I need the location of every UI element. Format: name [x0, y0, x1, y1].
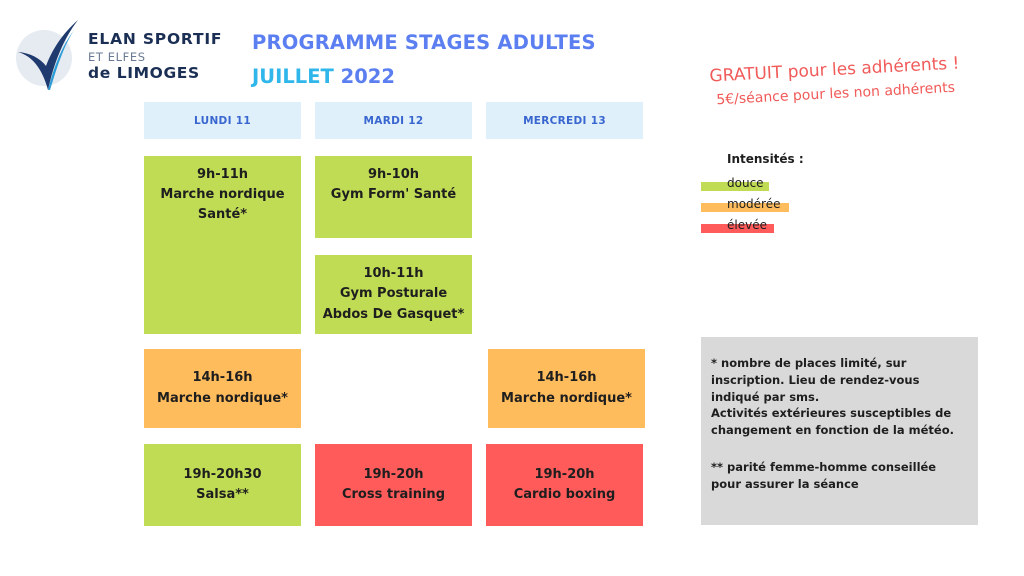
session-time: 19h-20h [534, 466, 595, 482]
pricing-banner [673, 52, 997, 111]
logo-text-line2: ET ELFES [88, 50, 146, 64]
session-card-monday-evening [144, 444, 301, 526]
session-card-wednesday-afternoon [488, 349, 645, 428]
note-line: indiqué par sms. [711, 389, 820, 404]
legend-label-moderee: modérée [727, 197, 781, 211]
session-time: 19h-20h [363, 466, 424, 482]
session-name: Cross training [341, 487, 445, 502]
title-month: JUILLET [252, 65, 334, 88]
note-line: changement en fonction de la météo. [711, 423, 954, 438]
session-name: Marche nordique* [157, 390, 288, 406]
session-card-tuesday-morning-2 [315, 255, 472, 334]
legend-title: Intensités : [727, 152, 804, 166]
page-subtitle [252, 65, 395, 88]
pricing-non-members: 5€/séance pour les non adhérents [715, 79, 956, 109]
session-card-wednesday-evening [486, 444, 643, 526]
session-name-cont: Santé* [197, 207, 248, 223]
note-line: ** parité femme-homme conseillée [711, 459, 937, 474]
session-time: 14h-16h [192, 370, 253, 386]
day-header-wednesday: MERCREDI 13 [486, 102, 643, 139]
session-name: Marche nordique* [501, 390, 632, 406]
notes-box [701, 337, 978, 525]
logo-text-line3: de LIMOGES [88, 64, 200, 82]
club-logo-icon [14, 16, 80, 92]
note-line: inscription. Lieu de rendez-vous [711, 372, 920, 387]
session-time: 9h-10h [367, 167, 420, 182]
session-name: Cardio boxing [513, 487, 616, 502]
session-card-monday-afternoon [144, 349, 301, 428]
session-name: Gym Posturale [339, 286, 448, 302]
note-line: pour assurer la séance [711, 476, 859, 491]
session-card-tuesday-morning-1 [315, 156, 472, 238]
page-title: PROGRAMME STAGES ADULTES [252, 31, 596, 54]
session-name: Marche nordique [160, 187, 285, 203]
title-year: 2022 [340, 65, 395, 88]
day-header-tuesday: MARDI 12 [315, 102, 472, 139]
session-time: 19h-20h30 [183, 466, 262, 482]
note-line: Activités extérieures susceptibles de [711, 406, 952, 421]
session-name: Salsa** [196, 487, 249, 502]
day-header-monday: LUNDI 11 [144, 102, 301, 139]
session-card-tuesday-evening [315, 444, 472, 526]
pricing-members: GRATUIT pour les adhérents ! [709, 53, 960, 87]
session-card-monday-morning [144, 156, 301, 334]
session-time: 10h-11h [363, 266, 424, 282]
session-time: 9h-11h [196, 167, 249, 182]
session-time: 14h-16h [536, 370, 597, 386]
legend-label-elevee: élevée [727, 218, 767, 232]
session-name-cont: Abdos De Gasquet* [322, 306, 465, 322]
note-line: * nombre de places limité, sur [711, 356, 907, 370]
session-name: Gym Form' Santé [330, 187, 457, 203]
legend-label-douce: douce [727, 176, 764, 190]
logo-text-line1: ELAN SPORTIF [88, 30, 223, 48]
